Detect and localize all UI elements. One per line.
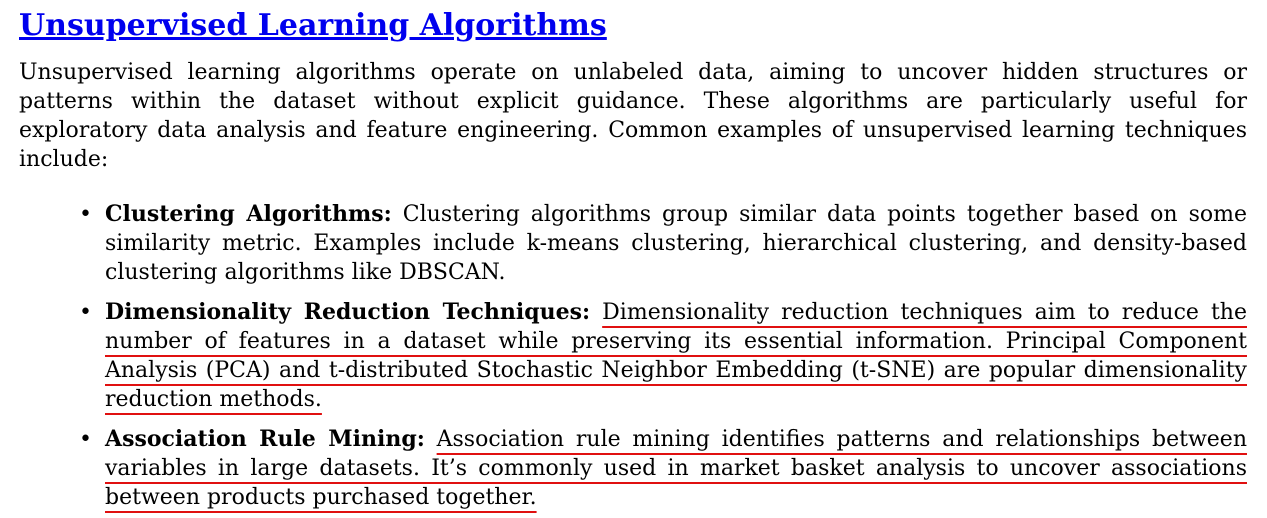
techniques-list <box>19 200 1247 512</box>
item-description-highlighted: Association rule mining identifies patterns and relationships between variables in large datasets. It’s commonly used in market basket analysis to uncover associations between products purchased together. <box>105 427 1247 510</box>
list-item-dimensionality-reduction <box>79 298 1247 414</box>
title-link[interactable]: Unsupervised Learning Algorithms <box>19 8 607 43</box>
item-description: Clustering algorithms group similar data points together based on some similarity metric. Examples include k-means clustering, hierarchical clustering, and density-based clustering algorithms like DBSCAN. <box>105 202 1247 285</box>
item-description-highlighted: Dimensionality reduction techniques aim to reduce the number of features in a dataset while preserving its essential information. Principal Component Analysis (PCA) and t-distributed Stochastic Neighbor Embedding (t-SNE) are popular dimensionality reduction methods. <box>105 300 1247 412</box>
item-term: Association Rule Mining: <box>105 426 425 452</box>
bullet-icon: • <box>79 202 92 227</box>
list-item-association-rule-mining <box>79 425 1247 512</box>
bullet-icon: • <box>79 427 92 452</box>
item-term: Clustering Algorithms: <box>105 201 392 227</box>
page-title <box>19 8 1247 44</box>
bullet-icon: • <box>79 300 92 325</box>
intro-paragraph: Unsupervised learning algorithms operate on unlabeled data, aiming to uncover hidden structures or patterns within the dataset without explicit guidance. These algorithms are particularly useful for exploratory data analysis and feature engineering. Common examples of unsupervised learning techniques include: <box>19 60 1247 172</box>
item-term: Dimensionality Reduction Techniques: <box>105 299 591 325</box>
list-item-clustering <box>79 200 1247 287</box>
